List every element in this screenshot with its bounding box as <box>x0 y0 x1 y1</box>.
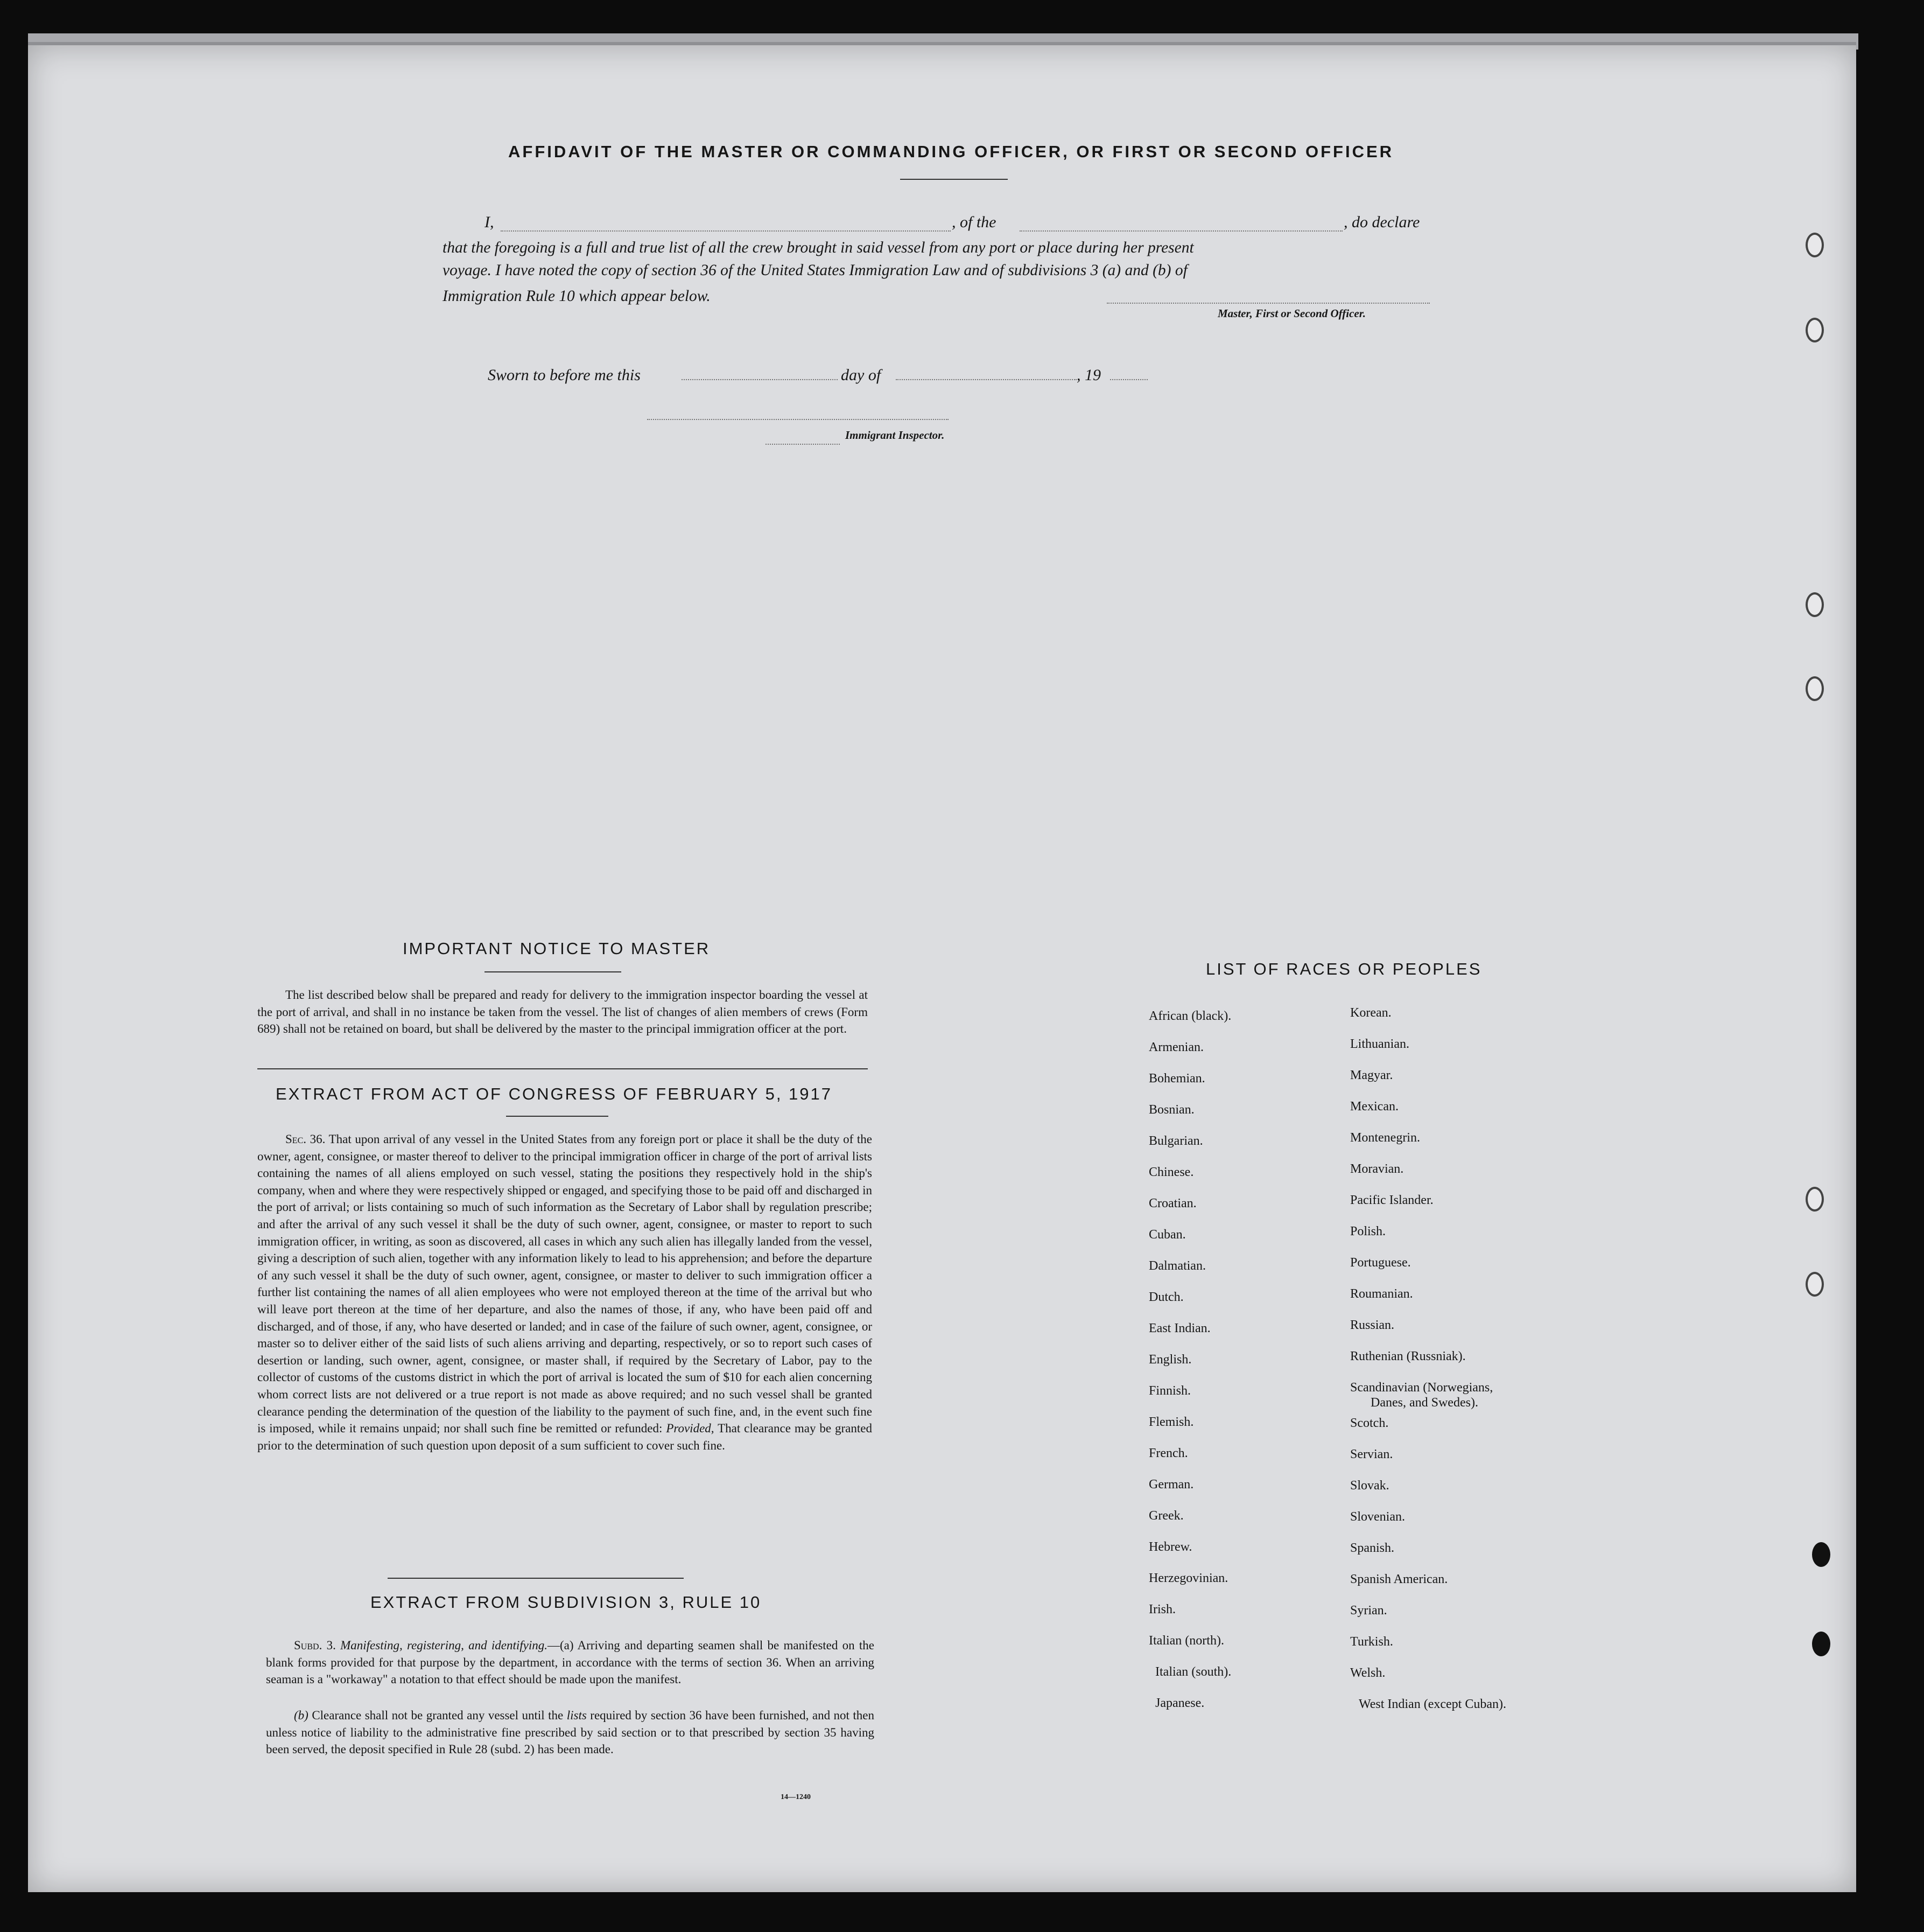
year-line <box>1110 379 1148 380</box>
race-item: Spanish. <box>1350 1541 1395 1555</box>
vessel-field-line <box>1020 230 1343 232</box>
inspector-caption: Immigrant Inspector. <box>845 429 945 442</box>
race-item: Korean. <box>1350 1006 1392 1020</box>
race-item: West Indian (except Cuban). <box>1359 1697 1506 1711</box>
race-item: Bosnian. <box>1149 1103 1195 1117</box>
rule-b-text-1: Clearance shall not be granted any vessel until the <box>312 1709 564 1722</box>
rule-subd-label: Subd. 3. <box>294 1639 336 1652</box>
race-item: Italian (north). <box>1149 1634 1224 1648</box>
race-item: Scotch. <box>1350 1416 1389 1430</box>
race-item: Turkish. <box>1350 1635 1393 1649</box>
rule-b-text-2: required by section 36 have been furnished, and not then unless notice of liability to the administrative fine prescribed by said section or to that prescribed by section 35 having been served, the deposit specified in Rule 28 (subd. 2) has been made. <box>266 1709 875 1756</box>
race-item: Scandinavian (Norwegians, <box>1350 1381 1493 1395</box>
race-item: Spanish American. <box>1350 1572 1448 1586</box>
race-item: Finnish. <box>1149 1384 1191 1398</box>
race-item: Flemish. <box>1149 1415 1194 1429</box>
signature-caption: Master, First or Second Officer. <box>1218 307 1366 320</box>
race-item: Slovenian. <box>1350 1510 1405 1524</box>
binder-hole <box>1806 1187 1824 1212</box>
race-item: Greek. <box>1149 1509 1184 1523</box>
race-item: African (black). <box>1149 1009 1232 1023</box>
year-text: , 19 <box>1077 366 1101 384</box>
race-item: Magyar. <box>1350 1068 1393 1082</box>
rule-subd-b <box>266 1707 874 1758</box>
rule-a-label: —(a) <box>547 1639 574 1652</box>
affidavit-do-declare: , do declare <box>1344 213 1420 231</box>
inspector-line-2 <box>766 444 840 445</box>
binder-hole <box>1806 592 1824 617</box>
race-item: Lithuanian. <box>1350 1037 1409 1051</box>
race-item: Portuguese. <box>1350 1256 1411 1270</box>
race-item: Irish. <box>1149 1602 1176 1616</box>
sworn-month-line <box>896 379 1077 380</box>
binder-hole <box>1806 318 1824 342</box>
sworn-day-line <box>682 379 838 380</box>
notice-title: IMPORTANT NOTICE TO MASTER <box>403 939 711 958</box>
notice-underline <box>484 971 621 972</box>
rule-title: EXTRACT FROM SUBDIVISION 3, RULE 10 <box>370 1593 762 1612</box>
race-item: Welsh. <box>1350 1666 1386 1680</box>
section-divider <box>388 1578 684 1579</box>
act-underline <box>506 1116 608 1117</box>
act-section-36 <box>257 1131 872 1454</box>
race-item: Slovak. <box>1350 1479 1389 1493</box>
act-section-text: That upon arrival of any vessel in the United States from any foreign port or place it shall be the duty of the owner, agent, consignee, or master thereof to deliver to the principal immigration officer in charge of the port of arrival lists containing the names of all aliens employed on such vessel, stating the positions they respectively hold in the ship's company, when and where they were respectively shipped or engaged, and specifying those to be paid off and discharged in the port of arrival; or lists containing so much of such information as the Secretary of Labor shall by regulation prescribe; and after the arrival of any such vessel it shall be the duty of such owner, agent, consignee, or master to report to such immigration officer, in writing, as soon as discovered, all cases in which any such alien has illegally landed from the vessel, giving a description of such alien, together with any information likely to lead to his apprehension; and before the departure of any such vessel it shall be the duty of such owner, agent, consignee, or master to deliver to such immigration officer a further list containing the names of all alien employees who were not employed thereon at the time of the arrival but who will leave port thereon at the time of her departure, and also the names of those, if any, who have been paid off and discharged, and of those, if any, who have deserted or landed; and in case of the failure of such owner, agent, consignee, or master so to deliver either of the said lists of such aliens arriving and departing, respectively, or so to report such cases of desertion or landing, such owner, agent, consignee, or master shall, if required by the Secretary of Labor, pay to the collector of customs of the customs district in which the port of arrival is located the sum of $10 for each alien concerning whom correct lists are not delivered or a true report is not made as above required; and no such vessel shall be granted clearance pending the determination of the question of the liability to the payment of such fine, and, in the event such fine is imposed, while it remains unpaid; nor shall such fine be remitted or refunded: <box>257 1132 872 1436</box>
race-item: Chinese. <box>1149 1165 1194 1179</box>
race-item: Polish. <box>1350 1224 1386 1238</box>
race-item: Mexican. <box>1350 1100 1399 1114</box>
act-title: EXTRACT FROM ACT OF CONGRESS OF FEBRUARY 5, 1917 <box>276 1084 833 1103</box>
race-item: German. <box>1149 1478 1194 1492</box>
race-item: Syrian. <box>1350 1604 1387 1618</box>
document-page <box>28 42 1856 1892</box>
race-item: Ruthenian (Russniak). <box>1350 1349 1466 1363</box>
race-item: Croatian. <box>1149 1196 1197 1210</box>
race-item: Servian. <box>1350 1447 1393 1461</box>
day-of-text: day of <box>841 366 881 384</box>
inspector-line-1 <box>647 419 949 420</box>
form-number: 14—1240 <box>781 1793 811 1801</box>
affidavit-line-1: that the foregoing is a full and true list of all the crew brought in said vessel from any port or place during her present <box>443 239 1194 256</box>
race-item: Danes, and Swedes). <box>1371 1396 1478 1410</box>
binder-hole-dark <box>1812 1542 1830 1567</box>
race-item: Bohemian. <box>1149 1072 1205 1086</box>
rule-subd-a <box>266 1637 874 1688</box>
race-item: Roumanian. <box>1350 1287 1413 1301</box>
affidavit-line-3: Immigration Rule 10 which appear below. <box>443 288 711 305</box>
race-item: Montenegrin. <box>1350 1131 1420 1145</box>
race-item: Hebrew. <box>1149 1540 1192 1554</box>
race-item: Pacific Islander. <box>1350 1193 1434 1207</box>
rule-b-lists: lists <box>566 1709 587 1722</box>
race-item: English. <box>1149 1353 1192 1367</box>
race-item: Cuban. <box>1149 1228 1186 1242</box>
act-provided: Provided, <box>666 1422 714 1436</box>
act-section-text-end: That clearance may be granted prior to the determination of such question upon deposit of a sum sufficient to cover such fine. <box>257 1422 872 1452</box>
race-item: Japanese. <box>1155 1696 1205 1710</box>
act-section-label: Sec. 36. <box>285 1132 326 1146</box>
rule-a-text: Arriving and departing seamen shall be manifested on the blank forms provided for that purpose by the department, in accordance with the terms of section 36. When an arriving seaman is a "workaway" a notation to that effect should be made upon the manifest. <box>266 1639 874 1686</box>
race-item: East Indian. <box>1149 1321 1211 1335</box>
affidavit-of-the: , of the <box>952 213 996 231</box>
title-underline <box>900 179 1008 180</box>
race-item: French. <box>1149 1446 1188 1460</box>
section-divider <box>257 1068 868 1069</box>
races-title: LIST OF RACES OR PEOPLES <box>1206 960 1482 978</box>
race-item: Armenian. <box>1149 1040 1204 1054</box>
affidavit-title: AFFIDAVIT OF THE MASTER OR COMMANDING OFFICER, OR FIRST OR SECOND OFFICER <box>508 142 1394 161</box>
binder-hole-dark <box>1812 1632 1830 1656</box>
race-item: Russian. <box>1350 1318 1395 1332</box>
rule-subd-heading: Manifesting, registering, and identifying. <box>340 1639 547 1652</box>
sworn-text: Sworn to before me this <box>488 366 641 384</box>
binder-hole <box>1806 1272 1824 1297</box>
race-item: Moravian. <box>1350 1162 1404 1176</box>
rule-b-label: (b) <box>294 1709 308 1722</box>
affidavit-line-2: voyage. I have noted the copy of section 36 of the United States Immigration Law and of subdivisions 3 (a) and (b) of <box>443 262 1188 279</box>
race-item: Herzegovinian. <box>1149 1571 1228 1585</box>
binder-hole <box>1806 233 1824 257</box>
name-field-line <box>501 230 951 232</box>
binder-hole <box>1806 676 1824 701</box>
affidavit-i: I, <box>484 213 494 231</box>
race-item: Dalmatian. <box>1149 1259 1206 1273</box>
race-item: Dutch. <box>1149 1290 1184 1304</box>
signature-line <box>1107 303 1430 304</box>
race-item: Bulgarian. <box>1149 1134 1203 1148</box>
notice-text: The list described below shall be prepared and ready for delivery to the immigration inspector boarding the vessel at the port of arrival, and shall in no instance be taken from the vessel. The list of changes of alien members of crews (Form 689) shall not be retained on board, but shall be delivered by the master to the principal immigration officer at the port. <box>257 988 868 1036</box>
race-item: Italian (south). <box>1155 1665 1232 1679</box>
